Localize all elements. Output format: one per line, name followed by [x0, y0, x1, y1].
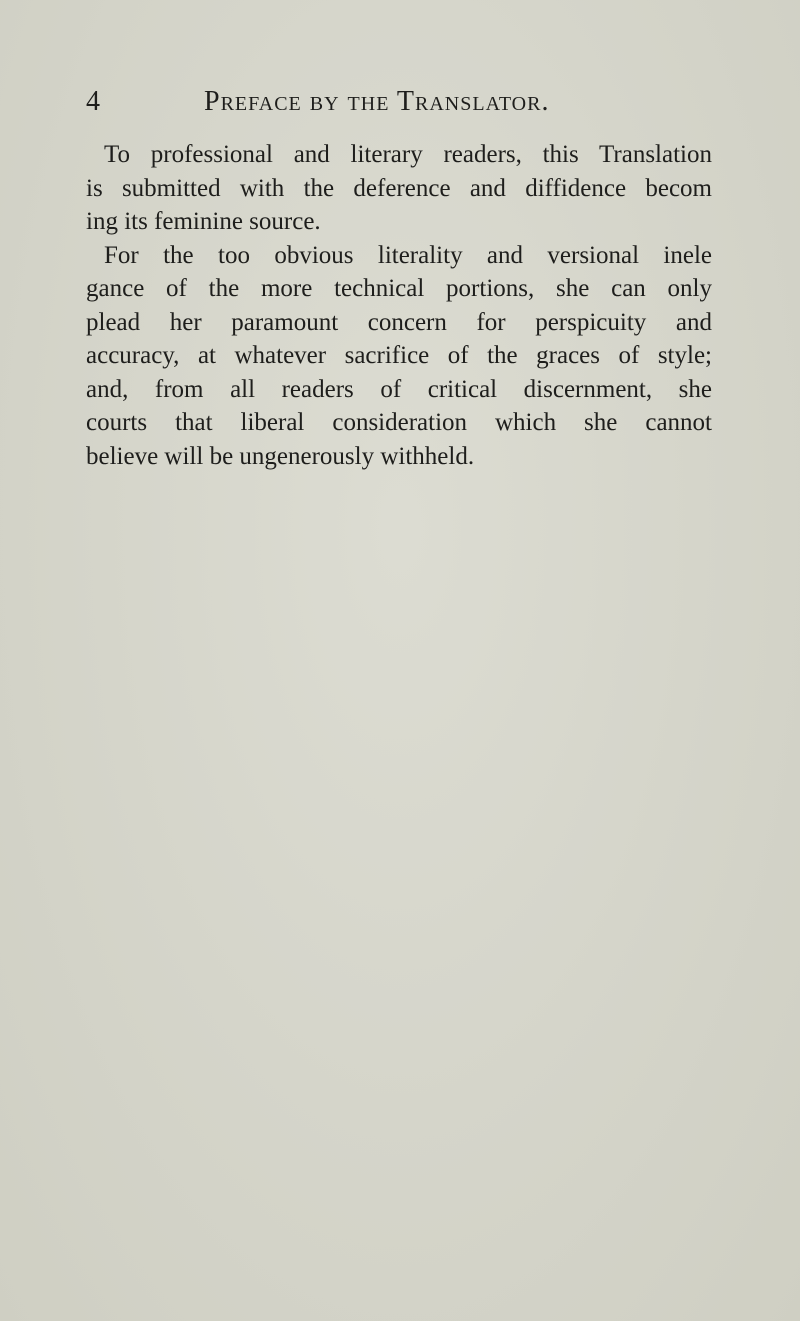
text-line: gance of the more technical portions, she can only [86, 275, 712, 302]
preface-text [86, 138, 712, 473]
text-line: For the too obvious literality and versional inele [104, 241, 712, 269]
text-line: ing its feminine source. [86, 208, 321, 235]
text-line: and, from all readers of critical discernment, she [86, 375, 712, 403]
text-line: To professional and literary readers, this Translation [104, 141, 712, 168]
page-number: 4 [86, 86, 100, 117]
text-line: accuracy, at whatever sacrifice of the graces of style; [86, 342, 712, 369]
running-title: Preface by the Translator. [204, 86, 550, 117]
text-line: believe will be ungenerously withheld. [86, 442, 475, 470]
text-line: is submitted with the deference and diffidence becom [86, 174, 712, 202]
text-line: courts that liberal consideration which she cannot [86, 409, 712, 436]
text-line: plead her paramount concern for perspicuity and [86, 308, 712, 336]
page-header [86, 80, 726, 120]
